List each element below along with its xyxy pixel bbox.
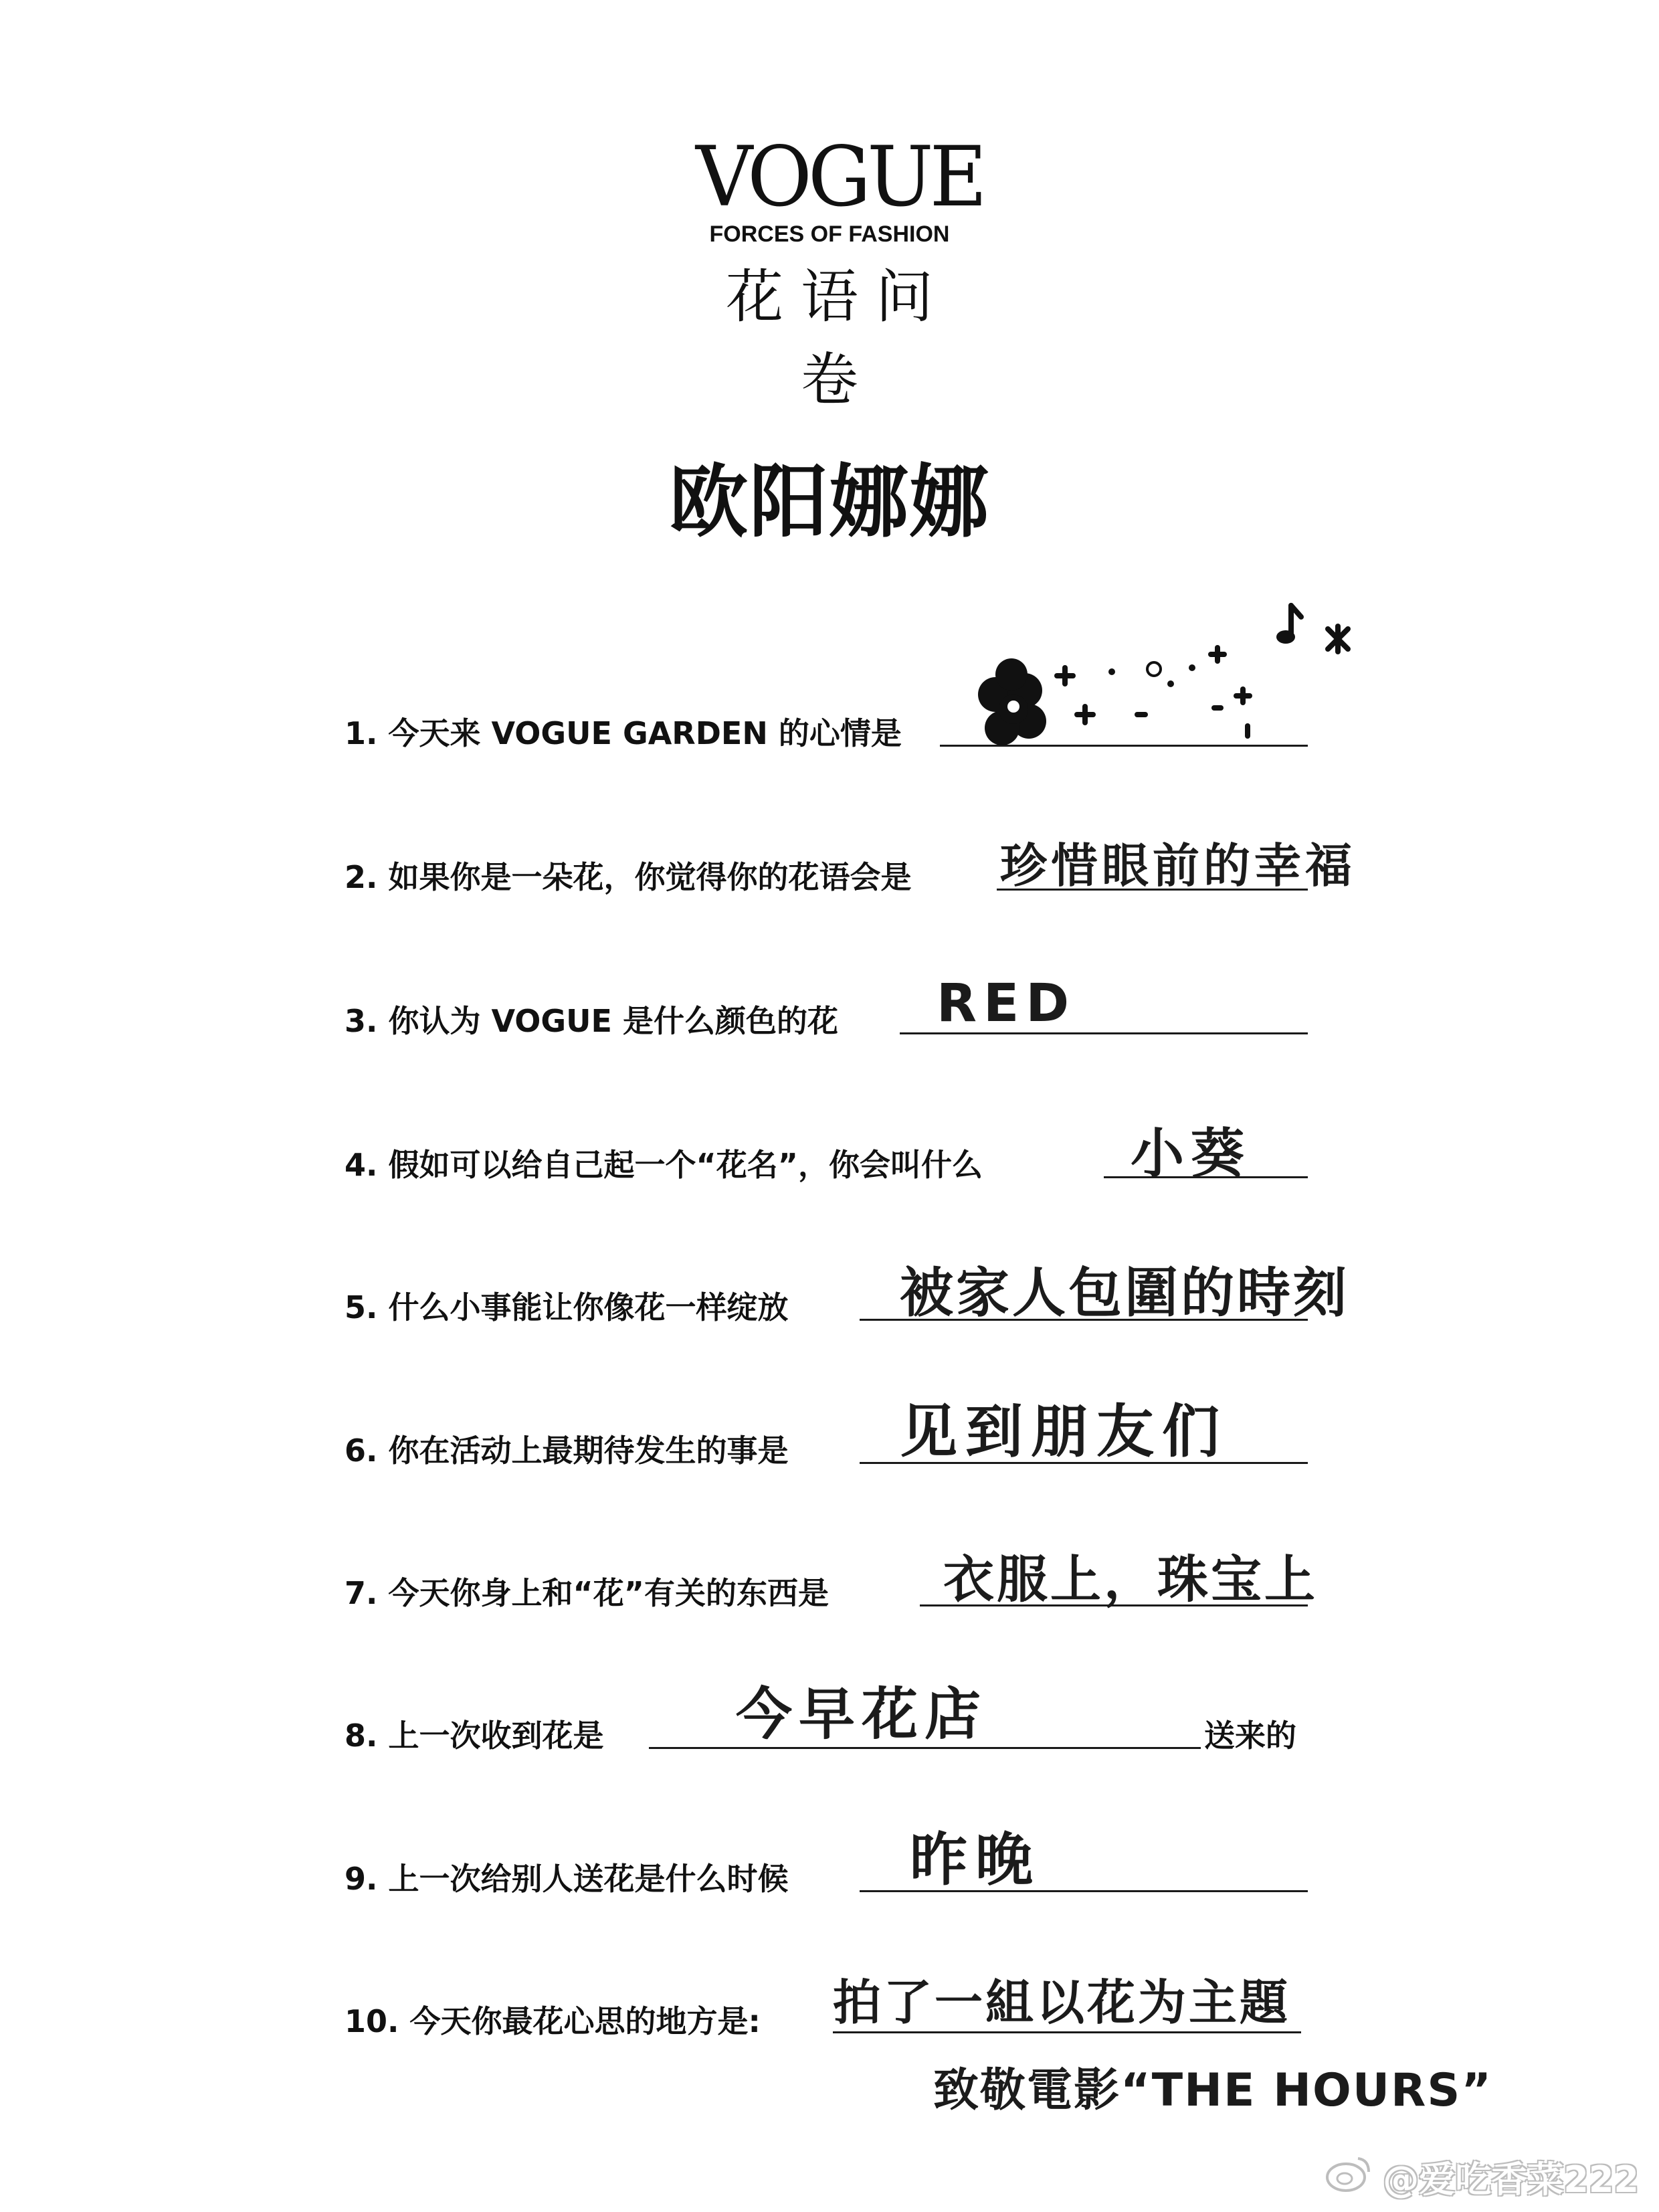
answer-3: RED bbox=[937, 974, 1076, 1034]
answer-8: 今早花店 bbox=[736, 1681, 988, 1747]
questionnaire-title: 花语问卷 bbox=[726, 264, 951, 413]
question-7: 7. 今天你身上和“花”有关的东西是 bbox=[345, 1575, 829, 1611]
brand-subtitle: FORCES OF FASHION bbox=[709, 221, 950, 247]
question-9: 9. 上一次给别人送花是什么时候 bbox=[345, 1861, 789, 1897]
question-1: 1. 今天来 VOGUE GARDEN 的心情是 bbox=[345, 715, 902, 751]
question-5: 5. 什么小事能让你像花一样绽放 bbox=[345, 1289, 789, 1325]
answer-4: 小葵 bbox=[1131, 1123, 1251, 1185]
question-4: 4. 假如可以给自己起一个“花名”，你会叫什么 bbox=[345, 1147, 983, 1183]
question-6: 6. 你在活动上最期待发生的事是 bbox=[345, 1433, 789, 1469]
question-3: 3. 你认为 VOGUE 是什么颜色的花 bbox=[345, 1003, 838, 1039]
answer-6: 见到朋友们 bbox=[900, 1398, 1228, 1465]
answer-10-line-1: 拍了一組以花为主題 bbox=[833, 1974, 1291, 2031]
vogue-logo bbox=[696, 128, 983, 416]
question-8: 8. 上一次收到花是 bbox=[345, 1718, 604, 1754]
weibo-icon bbox=[1325, 2153, 1373, 2193]
answer-9: 昨晚 bbox=[910, 1827, 1041, 1894]
watermark: @爱吃香菜222 bbox=[1383, 2158, 1639, 2201]
answer-7: 衣服上，珠宝上 bbox=[943, 1550, 1318, 1609]
brand-wordmark: VOGUE bbox=[696, 128, 983, 225]
flower-doodle-icon bbox=[950, 602, 1391, 756]
answer-5: 被家人包圍的時刻 bbox=[900, 1262, 1349, 1324]
question-2: 2. 如果你是一朵花，你觉得你的花语会是 bbox=[345, 859, 912, 895]
question-10: 10. 今天你最花心思的地方是: bbox=[345, 2003, 761, 2039]
answer-2: 珍惜眼前的幸福 bbox=[1000, 838, 1356, 893]
respondent-name: 欧阳娜娜 bbox=[668, 455, 990, 548]
answer-10-line-2: 致敬電影“THE HOURS” bbox=[933, 2064, 1493, 2117]
question-8-suffix: 送来的 bbox=[1204, 1718, 1296, 1754]
